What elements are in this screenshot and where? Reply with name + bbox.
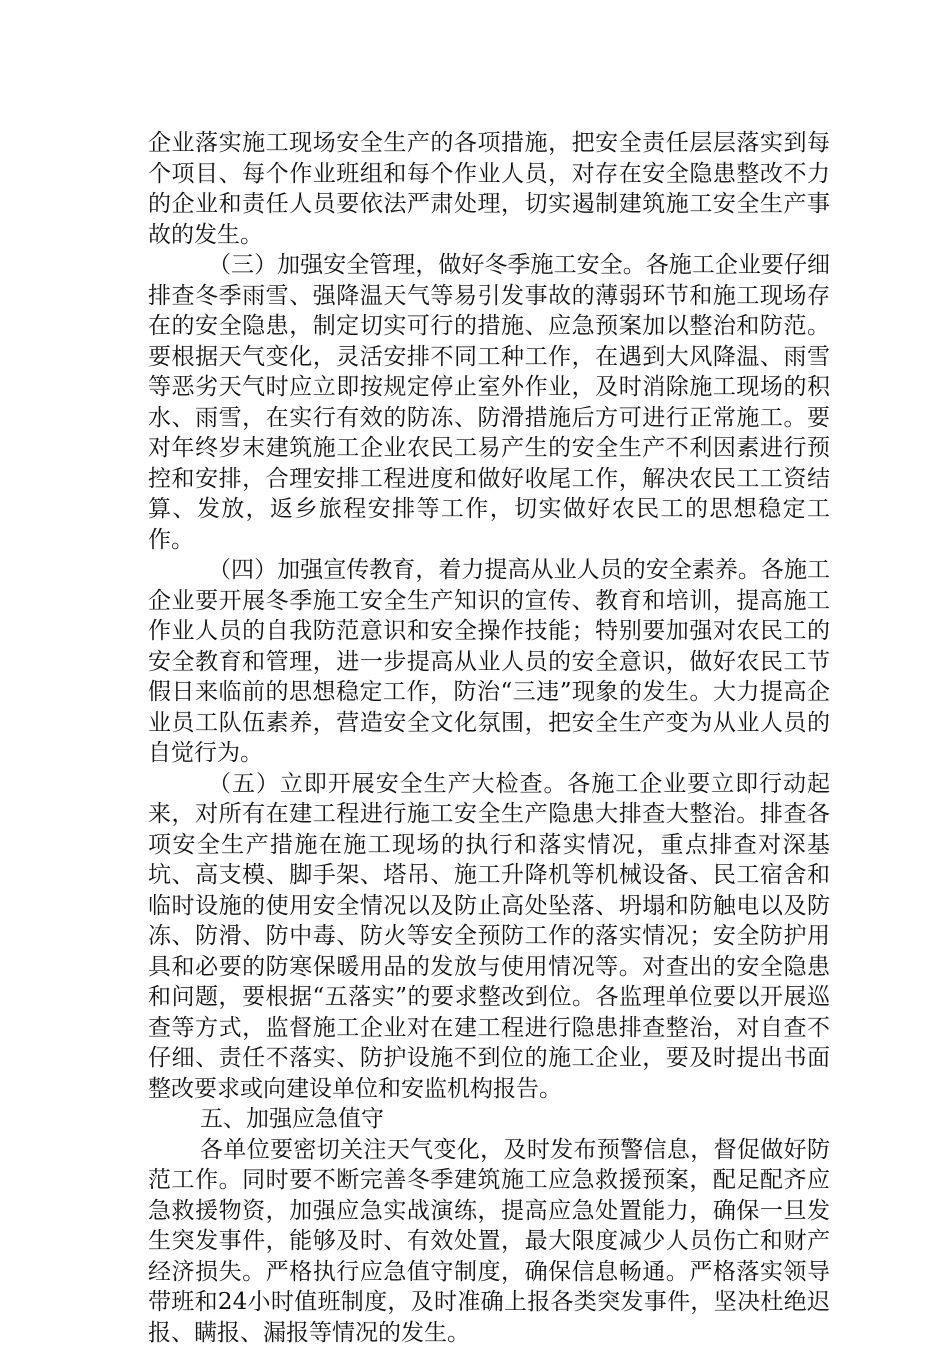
paragraph-item-4-education: （四）加强宣传教育，着力提高从业人员的安全素养。各施工企业要开展冬季施工安全生产知识的宣传、教育和培训，提高施工作业人员的自我防范意识和安全操作技能；特别要加强对农民工的安全教育和管理，进一步提高从业人员的安全意识，做好农民工节假日来临前的思想稳定工作，防治“三违”现象的发生。大力提高企业员工队伍素养，营造安全文化氛围，把安全生产变为从业人员的自觉行为。: [148, 555, 830, 769]
paragraph-item-3-winter-safety: （三）加强安全管理，做好冬季施工安全。各施工企业要仔细排查冬季雨雪、强降温天气等易引发事故的薄弱环节和施工现场存在的安全隐患，制定切实可行的措施、应急预案加以整治和防范。要根据天气变化，灵活安排不同工种工作，在遇到大风降温、雨雪等恶劣天气时应立即按规定停止室外作业，及时消除施工现场的积水、雨雪，在实行有效的防冻、防滑措施后方可进行正常施工。要对年终岁末建筑施工企业农民工易产生的安全生产不利因素进行预控和安排，合理安排工程进度和做好收尾工作，解决农民工工资结算、发放，返乡旅程安排等工作，切实做好农民工的思想稳定工作。: [148, 250, 830, 555]
paragraph-continuation: 企业落实施工现场安全生产的各项措施，把安全责任层层落实到每个项目、每个作业班组和每个作业人员，对存在安全隐患整改不力的企业和责任人员要依法严肃处理，切实遏制建筑施工安全生产事故的发生。: [148, 128, 830, 250]
document-body: [148, 128, 830, 1348]
paragraph-item-5-inspection: （五）立即开展安全生产大检查。各施工企业要立即行动起来，对所有在建工程进行施工安全生产隐患大排查大整治。排查各项安全生产措施在施工现场的执行和落实情况，重点排查对深基坑、高支模、脚手架、塔吊、施工升降机等机械设备、民工宿舍和临时设施的使用安全情况以及防止高处坠落、坍塌和防触电以及防冻、防滑、防中毒、防火等安全预防工作的落实情况；安全防护用具和必要的防寒保暖用品的发放与使用情况等。对查出的安全隐患和问题，要根据“五落实”的要求整改到位。各监理单位要以开展巡查等方式，监督施工企业对在建工程进行隐患排查整治，对自查不仔细、责任不落实、防护设施不到位的施工企业，要及时提出书面整改要求或向建设单位和安监机构报告。: [148, 769, 830, 1105]
paragraph-emergency-duty: 各单位要密切关注天气变化，及时发布预警信息，督促做好防范工作。同时要不断完善冬季建筑施工应急救援预案，配足配齐应急救援物资，加强应急实战演练，提高应急处置能力，确保一旦发生突发事件，能够及时、有效处置，最大限度减少人员伤亡和财产经济损失。严格执行应急值守制度，确保信息畅通。严格落实领导带班和24小时值班制度，及时准确上报各类突发事件，坚决杜绝迟报、瞒报、漏报等情况的发生。: [148, 1135, 830, 1348]
section-heading-emergency-duty: 五、加强应急值守: [148, 1104, 830, 1135]
